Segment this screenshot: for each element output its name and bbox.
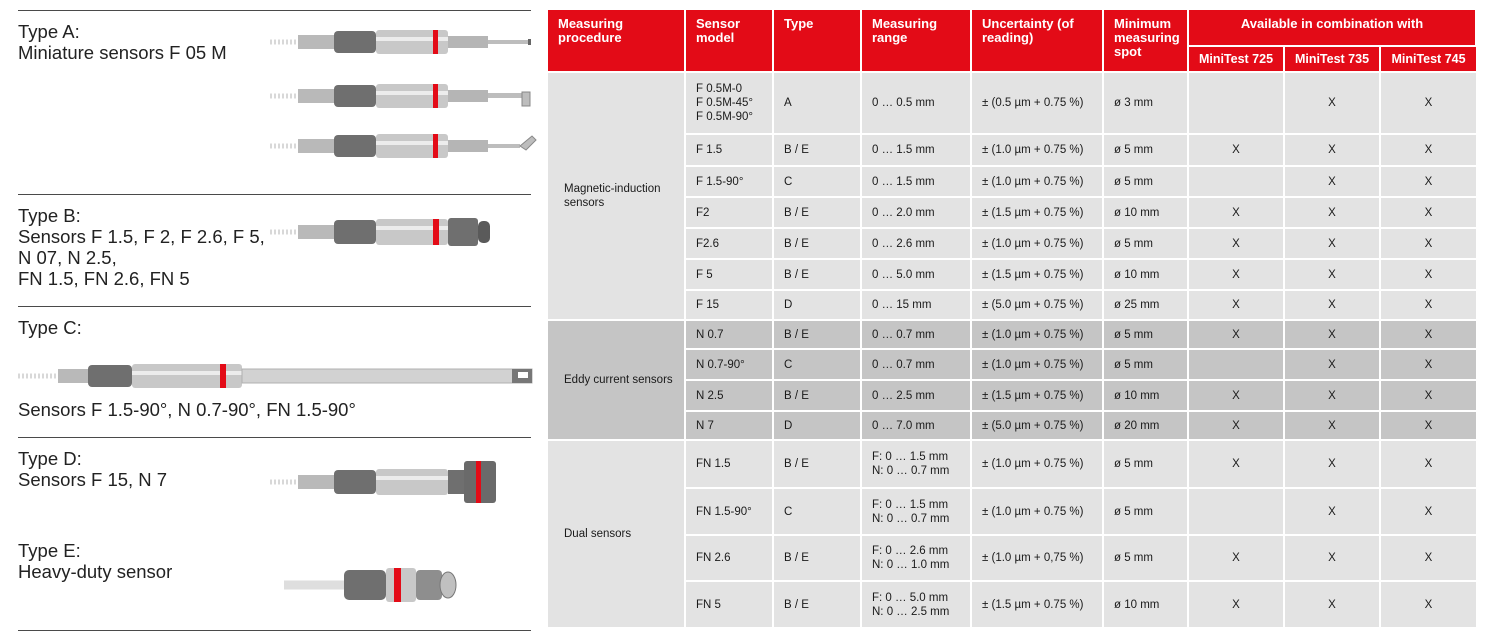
spot-cell: ø 5 mm <box>1103 228 1188 259</box>
header-spot: Minimum measuring spot <box>1103 10 1188 72</box>
header-procedure: Measuring procedure <box>548 10 685 72</box>
type-cell: C <box>773 166 861 197</box>
table-row <box>548 440 1476 488</box>
range-cell: F: 0 … 5.0 mm N: 0 … 2.5 mm <box>861 581 971 627</box>
minitest-745-cell: X <box>1380 535 1476 581</box>
minitest-745-cell: X <box>1380 259 1476 290</box>
range-cell: 0 … 0.7 mm <box>861 320 971 349</box>
range-cell: 0 … 5.0 mm <box>861 259 971 290</box>
minitest-735-cell: X <box>1284 535 1380 581</box>
model-cell: FN 5 <box>685 581 773 627</box>
table-row <box>548 535 1476 581</box>
header-type: Type <box>773 10 861 72</box>
type-cell: D <box>773 411 861 440</box>
probe-a-45-image <box>270 76 545 116</box>
range-cell: F: 0 … 1.5 mm N: 0 … 0.7 mm <box>861 440 971 488</box>
table-row <box>548 197 1476 228</box>
uncertainty-cell: ± (1.0 µm + 0.75 %) <box>971 134 1103 166</box>
model-cell: FN 1.5-90° <box>685 488 773 535</box>
minitest-745-cell: X <box>1380 320 1476 349</box>
table-row <box>548 320 1476 349</box>
type-e-description: Heavy-duty sensor <box>18 561 173 582</box>
table-row <box>548 411 1476 440</box>
table-group-1 <box>548 72 1476 320</box>
uncertainty-cell: ± (1.0 µm + 0.75 %) <box>971 349 1103 380</box>
minitest-745-cell: X <box>1380 228 1476 259</box>
table-row <box>548 166 1476 197</box>
spot-cell: ø 3 mm <box>1103 72 1188 134</box>
range-cell: 0 … 1.5 mm <box>861 166 971 197</box>
minitest-725-cell: X <box>1188 197 1284 228</box>
table-row <box>548 72 1476 134</box>
minitest-735-cell: X <box>1284 320 1380 349</box>
range-cell: 0 … 15 mm <box>861 290 971 320</box>
sensor-types-panel <box>18 0 531 640</box>
table-group-3 <box>548 440 1476 627</box>
probe-a-straight-image <box>270 22 545 62</box>
type-cell: B / E <box>773 535 861 581</box>
range-cell: 0 … 0.5 mm <box>861 72 971 134</box>
sensor-spec-table <box>548 10 1477 627</box>
uncertainty-cell: ± (1.0 µm + 0.75 %) <box>971 166 1103 197</box>
minitest-745-cell: X <box>1380 488 1476 535</box>
probe-a-90-image <box>270 128 545 172</box>
spot-cell: ø 20 mm <box>1103 411 1188 440</box>
minitest-745-cell: X <box>1380 411 1476 440</box>
minitest-735-cell: X <box>1284 228 1380 259</box>
type-b-title: Type B: <box>18 205 81 226</box>
minitest-745-cell: X <box>1380 197 1476 228</box>
minitest-735-cell: X <box>1284 259 1380 290</box>
model-cell: F 5 <box>685 259 773 290</box>
range-cell: 0 … 2.5 mm <box>861 380 971 411</box>
uncertainty-cell: ± (1.5 µm + 0.75 %) <box>971 380 1103 411</box>
minitest-735-cell: X <box>1284 581 1380 627</box>
model-cell: F2 <box>685 197 773 228</box>
uncertainty-cell: ± (1.5 µm + 0.75 %) <box>971 581 1103 627</box>
minitest-735-cell: X <box>1284 411 1380 440</box>
model-cell: N 2.5 <box>685 380 773 411</box>
minitest-735-cell: X <box>1284 134 1380 166</box>
model-cell: N 0.7-90° <box>685 349 773 380</box>
minitest-725-cell: X <box>1188 380 1284 411</box>
model-cell: F 15 <box>685 290 773 320</box>
spot-cell: ø 5 mm <box>1103 134 1188 166</box>
minitest-725-cell <box>1188 166 1284 197</box>
model-cell: F 1.5 <box>685 134 773 166</box>
uncertainty-cell: ± (1.0 µm + 0.75 %) <box>971 488 1103 535</box>
probe-d-image <box>270 458 510 506</box>
uncertainty-cell: ± (1.5 µm + 0.75 %) <box>971 259 1103 290</box>
header-minitest-725: MiniTest 725 <box>1188 46 1284 72</box>
probe-b-image <box>270 210 495 254</box>
table-row <box>548 259 1476 290</box>
type-cell: B / E <box>773 380 861 411</box>
spot-cell: ø 5 mm <box>1103 488 1188 535</box>
table-row <box>548 228 1476 259</box>
type-cell: B / E <box>773 320 861 349</box>
header-minitest-745: MiniTest 745 <box>1380 46 1476 72</box>
spot-cell: ø 5 mm <box>1103 166 1188 197</box>
minitest-735-cell: X <box>1284 380 1380 411</box>
uncertainty-cell: ± (1.0 µm + 0.75 %) <box>971 228 1103 259</box>
spot-cell: ø 5 mm <box>1103 320 1188 349</box>
minitest-735-cell: X <box>1284 72 1380 134</box>
header-minitest-735: MiniTest 735 <box>1284 46 1380 72</box>
minitest-735-cell: X <box>1284 166 1380 197</box>
type-cell: B / E <box>773 440 861 488</box>
uncertainty-cell: ± (0.5 µm + 0.75 %) <box>971 72 1103 134</box>
type-cell: D <box>773 290 861 320</box>
type-b-description: Sensors F 1.5, F 2, F 2.6, F 5, N 07, N 2.5, FN 1.5, FN 2.6, FN 5 <box>18 226 265 289</box>
range-cell: 0 … 0.7 mm <box>861 349 971 380</box>
minitest-725-cell: X <box>1188 259 1284 290</box>
model-cell: FN 1.5 <box>685 440 773 488</box>
minitest-725-cell: X <box>1188 134 1284 166</box>
range-cell: 0 … 7.0 mm <box>861 411 971 440</box>
procedure-cell: Magnetic-induction sensors <box>548 72 685 320</box>
minitest-745-cell: X <box>1380 166 1476 197</box>
minitest-725-cell <box>1188 488 1284 535</box>
spot-cell: ø 5 mm <box>1103 440 1188 488</box>
range-cell: F: 0 … 2.6 mm N: 0 … 1.0 mm <box>861 535 971 581</box>
header-available: Available in combination with <box>1188 10 1476 46</box>
minitest-725-cell: X <box>1188 581 1284 627</box>
uncertainty-cell: ± (5.0 µm + 0.75 %) <box>971 290 1103 320</box>
spot-cell: ø 5 mm <box>1103 535 1188 581</box>
model-cell: F 0.5M-0 F 0.5M-45° F 0.5M-90° <box>685 72 773 134</box>
model-cell: F2.6 <box>685 228 773 259</box>
table-row <box>548 290 1476 320</box>
type-cell: B / E <box>773 134 861 166</box>
model-cell: FN 2.6 <box>685 535 773 581</box>
probe-c-image <box>18 356 550 396</box>
minitest-735-cell: X <box>1284 349 1380 380</box>
uncertainty-cell: ± (5.0 µm + 0.75 %) <box>971 411 1103 440</box>
type-d-description: Sensors F 15, N 7 <box>18 469 168 490</box>
table-row <box>548 581 1476 627</box>
minitest-725-cell: X <box>1188 320 1284 349</box>
type-cell: B / E <box>773 581 861 627</box>
minitest-735-cell: X <box>1284 290 1380 320</box>
minitest-725-cell: X <box>1188 535 1284 581</box>
minitest-745-cell: X <box>1380 581 1476 627</box>
minitest-745-cell: X <box>1380 290 1476 320</box>
type-cell: B / E <box>773 197 861 228</box>
model-cell: N 7 <box>685 411 773 440</box>
model-cell: N 0.7 <box>685 320 773 349</box>
range-cell: 0 … 1.5 mm <box>861 134 971 166</box>
header-uncertainty: Uncertainty (of reading) <box>971 10 1103 72</box>
spot-cell: ø 25 mm <box>1103 290 1188 320</box>
spot-cell: ø 10 mm <box>1103 380 1188 411</box>
procedure-cell: Dual sensors <box>548 440 685 627</box>
spot-cell: ø 10 mm <box>1103 197 1188 228</box>
table-row <box>548 349 1476 380</box>
minitest-745-cell: X <box>1380 349 1476 380</box>
uncertainty-cell: ± (1.5 µm + 0.75 %) <box>971 197 1103 228</box>
minitest-735-cell: X <box>1284 440 1380 488</box>
minitest-745-cell: X <box>1380 72 1476 134</box>
type-c-description: Sensors F 1.5-90°, N 0.7-90°, FN 1.5-90° <box>18 399 356 420</box>
minitest-725-cell: X <box>1188 228 1284 259</box>
type-cell: C <box>773 349 861 380</box>
minitest-725-cell: X <box>1188 411 1284 440</box>
range-cell: 0 … 2.6 mm <box>861 228 971 259</box>
minitest-725-cell <box>1188 349 1284 380</box>
spot-cell: ø 10 mm <box>1103 581 1188 627</box>
uncertainty-cell: ± (1.0 µm + 0.75 %) <box>971 440 1103 488</box>
type-c-title: Type C: <box>18 317 82 338</box>
uncertainty-cell: ± (1.0 µm + 0.75 %) <box>971 320 1103 349</box>
spot-cell: ø 5 mm <box>1103 349 1188 380</box>
type-cell: C <box>773 488 861 535</box>
model-cell: F 1.5-90° <box>685 166 773 197</box>
minitest-745-cell: X <box>1380 440 1476 488</box>
type-cell: B / E <box>773 259 861 290</box>
minitest-725-cell: X <box>1188 290 1284 320</box>
table-row <box>548 380 1476 411</box>
type-d-title: Type D: <box>18 448 82 469</box>
procedure-cell: Eddy current sensors <box>548 320 685 440</box>
type-cell: B / E <box>773 228 861 259</box>
minitest-735-cell: X <box>1284 488 1380 535</box>
minitest-745-cell: X <box>1380 134 1476 166</box>
type-e-title: Type E: <box>18 540 81 561</box>
minitest-735-cell: X <box>1284 197 1380 228</box>
header-range: Measuring range <box>861 10 971 72</box>
table-row <box>548 134 1476 166</box>
range-cell: F: 0 … 1.5 mm N: 0 … 0.7 mm <box>861 488 971 535</box>
minitest-745-cell: X <box>1380 380 1476 411</box>
type-a-title: Type A: <box>18 21 80 42</box>
table-row <box>548 488 1476 535</box>
minitest-725-cell <box>1188 72 1284 134</box>
probe-e-image <box>284 560 464 610</box>
type-cell: A <box>773 72 861 134</box>
panel-bottom-divider <box>18 630 531 631</box>
header-model: Sensor model <box>685 10 773 72</box>
range-cell: 0 … 2.0 mm <box>861 197 971 228</box>
table-group-2 <box>548 320 1476 440</box>
type-a-description: Miniature sensors F 05 M <box>18 42 227 63</box>
minitest-725-cell: X <box>1188 440 1284 488</box>
uncertainty-cell: ± (1.0 µm + 0,75 %) <box>971 535 1103 581</box>
spot-cell: ø 10 mm <box>1103 259 1188 290</box>
